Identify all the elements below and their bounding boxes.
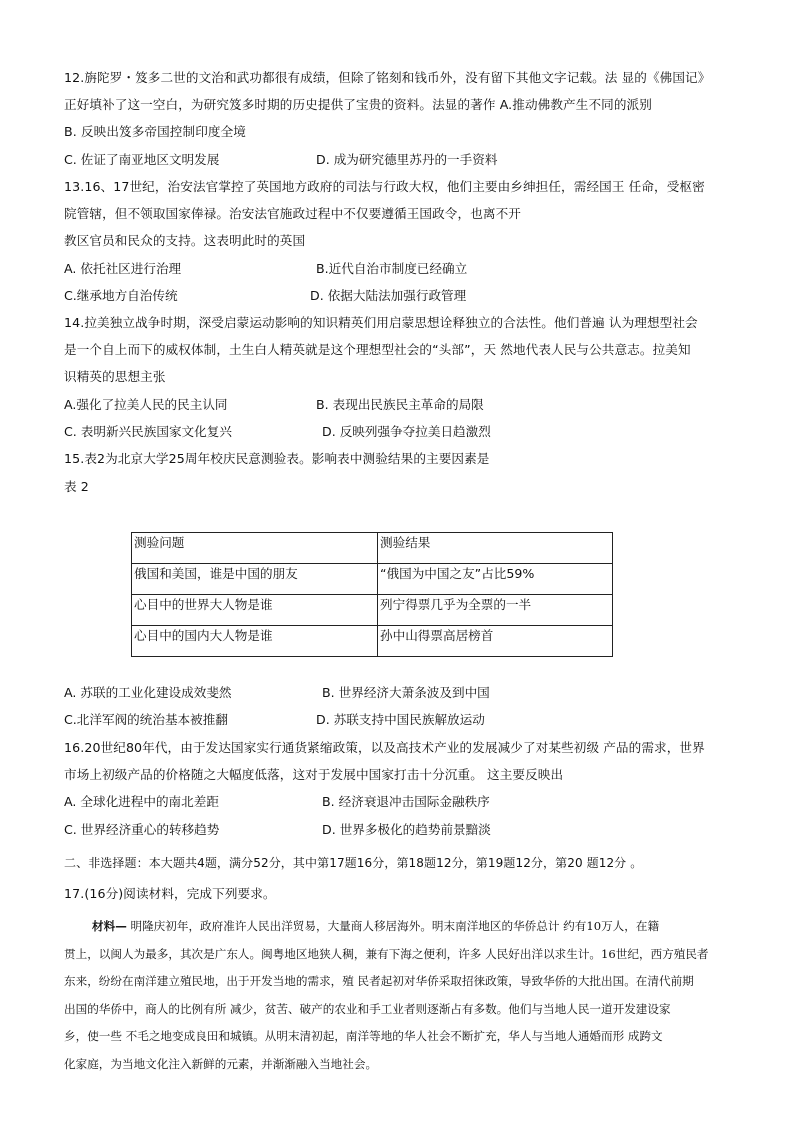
- q15-option-d: D. 苏联支持中国民族解放运动: [316, 712, 485, 727]
- table-header-cell: 测验问题: [132, 533, 378, 564]
- q16-option-c: C. 世界经济重心的转移趋势: [64, 822, 220, 837]
- q14-stem-line2: 是一个自上而下的威权体制，土生白人精英就是这个理想型社会的“头部”，天 然地代表人民与公共意志。拉美知: [64, 342, 691, 357]
- table-row: [132, 626, 613, 657]
- table-header-row: [132, 533, 613, 564]
- q15-option-b: B. 世界经济大萧条波及到中国: [322, 685, 490, 700]
- q16-stem-line1: 16.20世纪80年代，由于发达国家实行通货紧缩政策，以及高技术产业的发展减少了对某些初级 产品的需求，世界: [64, 740, 705, 755]
- q16-stem-line2: 市场上初级产品的价格随之大幅度低落，这对于发展中国家打击十分沉重。 这主要反映出: [64, 767, 564, 782]
- q13-option-c: C.继承地方自治传统: [64, 288, 178, 303]
- q12-option-c: C. 佐证了南亚地区文明发展: [64, 152, 220, 167]
- material-line-4: 出国的华侨中，商人的比例有所 减少，贫苦、破产的农业和手工业者则逐渐占有多数。他们与当地人民一道开发建设家: [64, 1002, 671, 1016]
- q16-option-b: B. 经济衰退冲击国际金融秩序: [322, 794, 490, 809]
- q14-stem-line3: 识精英的思想主张: [64, 369, 166, 384]
- table-cell: 孙中山得票高居榜首: [378, 626, 613, 657]
- q16-option-a: A. 全球化进程中的南北差距: [64, 794, 219, 809]
- q14-option-d: D. 反映列强争夺拉美日趋激烈: [322, 424, 491, 439]
- q17-stem: 17.(16分)阅读材料，完成下列要求。: [64, 886, 276, 901]
- material-line-5: 乡，使一些 不毛之地变成良田和城镇。从明末清初起，南洋等地的华人社会不断扩充，华人与当地人通婚而形 成跨文: [64, 1029, 663, 1043]
- table-cell: 心目中的世界大人物是谁: [132, 595, 378, 626]
- section-heading: 二、非选择题：本大题共4题，满分52分，其中第17题16分，第18题12分，第19题12分，第20 题12分 。: [64, 856, 643, 870]
- table-cell: 俄国和美国，谁是中国的朋友: [132, 564, 378, 595]
- q13-stem-line2: 院管辖，但不领取国家俸禄。治安法官施政过程中不仅要遵循王国政令，也离不开: [64, 206, 521, 221]
- q16-option-d: D. 世界多极化的趋势前景黯淡: [322, 822, 491, 837]
- table-row: [132, 595, 613, 626]
- q13-option-d: D. 依据大陆法加强行政管理: [310, 288, 467, 303]
- table-cell: “俄国为中国之友”占比59%: [378, 564, 613, 595]
- table-caption: 表 2: [64, 479, 89, 494]
- material-line-6: 化家庭，为当地文化注入新鲜的元素，并渐渐融入当地社会。: [64, 1057, 378, 1071]
- q13-option-a: A. 依托社区进行治理: [64, 261, 182, 276]
- q14-option-a: A.强化了拉美人民的民主认同: [64, 397, 228, 412]
- material-label: 材料—: [92, 919, 127, 933]
- table-cell: 心目中的国内大人物是谁: [132, 626, 378, 657]
- q12-option-b: B. 反映出笈多帝国控制印度全境: [64, 124, 246, 139]
- q14-stem-line1: 14.拉美独立战争时期，深受启蒙运动影响的知识精英们用启蒙思想诠释独立的合法性。他们普遍 认为理想型社会: [64, 315, 698, 330]
- q13-stem-line1: 13.16、17世纪，治安法官掌控了英国地方政府的司法与行政大权，他们主要由乡绅担任，需经国王 任命，受枢密: [64, 179, 705, 194]
- poll-table: [131, 532, 613, 657]
- q12-stem-line1: 12.旃陀罗・笈多二世的文治和武功都很有成绩，但除了铭刻和钱币外，没有留下其他文字记载。法 显的《佛国记》: [64, 70, 711, 85]
- table-row: [132, 564, 613, 595]
- table-cell: 列宁得票几乎为全票的一半: [378, 595, 613, 626]
- q13-stem-line3: 教区官员和民众的支持。这表明此时的英国: [64, 233, 306, 248]
- q15-option-a: A. 苏联的工业化建设成效斐然: [64, 685, 232, 700]
- q12-stem-line2: 正好填补了这一空白，为研究笈多时期的历史提供了宝贵的资料。法显的著作 A.推动佛教产生不同的派别: [64, 97, 652, 112]
- table-header-cell: 测验结果: [378, 533, 613, 564]
- material-text: 明隆庆初年，政府准许人民出洋贸易，大量商人移居海外。明末南洋地区的华侨总计 约有10万人，在籍: [126, 919, 660, 933]
- material-line-1: [64, 913, 736, 941]
- q14-option-b: B. 表现出民族民主革命的局限: [316, 397, 484, 412]
- q15-stem: 15.表2为北京大学25周年校庆民意测验表。影响表中测验结果的主要因素是: [64, 451, 490, 466]
- material-line-2: 贯上，以闽人为最多，其次是广东人。闽粤地区地狭人稠，兼有下海之便利，许多 人民好出洋以求生计。16世纪，西方殖民者: [64, 947, 709, 961]
- q14-option-c: C. 表明新兴民族国家文化复兴: [64, 424, 232, 439]
- material-line-3: 东来，纷纷在南洋建立殖民地，出于开发当地的需求，殖 民者起初对华侨采取招徕政策，导致华侨的大批出国。在清代前期: [64, 974, 694, 988]
- q13-option-b: B.近代自治市制度已经确立: [316, 261, 468, 276]
- q15-option-c: C.北洋军阀的统治基本被推翻: [64, 712, 228, 727]
- q12-option-d: D. 成为研究德里苏丹的一手资料: [316, 152, 498, 167]
